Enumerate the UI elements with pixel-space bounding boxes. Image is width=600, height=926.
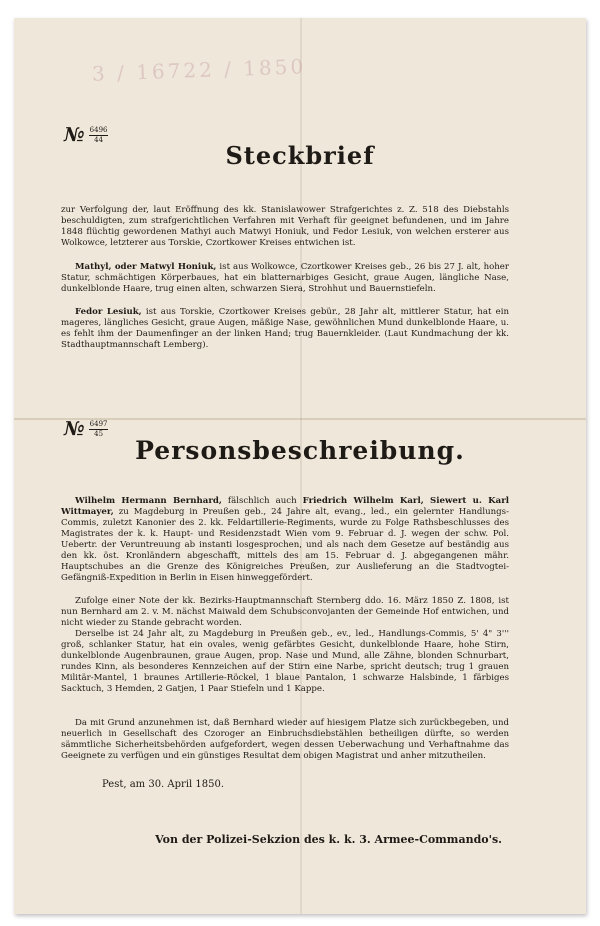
signature-line: Von der Polizei-Sekzion des k. k. 3. Armee-Commando's.: [155, 833, 502, 846]
wanted-history: zu Magdeburg in Preußen geb., 24 Jahre alt, evang., led., ein gelernter Handlungs-Commis, zuletzt Kanonier des 2. kk. Feldartillerie-Regiments, wurde zu Folge Rathsbeschlusses des Magistrates der k. k. Haupt- und Residenzstadt Wien vom 9. Februar d. J. wegen der schw. Pol. Uebertr. der Veruntreuung ab instanti losgesprochen, und als nach dem Gesetze auf beständig aus den kk. öst. Kronländern abgeschafft, mittels des am 15. Februar d. J. abgegangenen mähr. Hauptschubes an die Grenze des Königreiches Preußen, zur Auslieferung an die Stadtvogtei-Gefängniß-Expedition in Berlin in Eisen hinweggefördert.: [61, 507, 509, 583]
notice1-paragraph-1: zur Verfolgung der, laut Eröffnung des kk. Stanislawower Strafgerichtes z. Z. 518 des Diebstahls beschuldigten, zum strafgerichtlichen Verfahren mit Verhaft für geeignet befundenen, und im Jahre 1848 flüchtig gewordenen Mathyi auch Matwyi Honiuk, und Fedor Lesiuk, von welchen ersterer aus Wolkowce, letzterer aus Torskie, Czortkower Kreises entwichen ist.: [61, 205, 509, 248]
number-symbol: №: [64, 418, 85, 440]
wanted-aliases: Friedrich Wilhelm Karl, Siewert u. Karl Wittmayer,: [61, 496, 510, 517]
number-bottom: 45: [94, 429, 104, 438]
suspect-description-1: ist aus Wolkowce, Czortkower Kreises geb., 26 bis 27 J. alt, hoher Statur, schmächtigen Körperbaues, hat ein blatternarbiges Gesicht, graue Augen, längliche Nase, dunkelblonde Haare, trug einen alten, schwarzen Siera, Strohhut und Bauernstiefeln.: [61, 262, 510, 294]
alias-connector: fälschlich auch: [221, 496, 303, 506]
notice2-paragraph-3: [61, 629, 509, 695]
number-top: 6497: [89, 419, 108, 428]
notice2-paragraph-4: [61, 718, 509, 762]
suspect-name-2: Fedor Lesiuk,: [75, 307, 142, 317]
place-date: Pest, am 30. April 1850.: [102, 779, 225, 790]
notice2-paragraph-2: [61, 596, 509, 629]
notice1-paragraph-2: [61, 262, 509, 295]
number-bottom: 44: [94, 135, 104, 144]
title-steckbrief: Steckbrief: [225, 141, 375, 170]
faded-stamp: 3 / 16722 / 1850: [91, 54, 307, 86]
wanted-name: Wilhelm Hermann Bernhard,: [75, 496, 222, 506]
title-personsbeschreibung: Personsbeschreibung.: [135, 436, 465, 465]
request-to-authorities: Da mit Grund anzunehmen ist, daß Bernhard wieder auf hiesigem Platze sich zurückbegeben, und neuerlich in Gesellschaft des Czoroger an Einbruchsdiebstählen betheiligen dürfte, so werden sämmtliche Sicherheitsbehörden aufgefordert, wegen dessen Ueberwachung und Verhaftnahme das Geeignete zu verfügen und ein günstiges Resultat dem obigen Magistrat und anher mitzutheilen.: [61, 718, 509, 761]
escape-note: Zufolge einer Note der kk. Bezirks-Hauptmannschaft Sternberg ddo. 16. März 1850 Z. 1808, ist nun Bernhard am 2. v. M. nächst Maiwald dem Schubsconvojanten der Gemeinde Hof entwichen, und nicht wieder zu Stande gebracht worden.: [61, 596, 509, 628]
physical-description: Derselbe ist 24 Jahr alt, zu Magdeburg in Preußen geb., ev., led., Handlungs-Commis, 5' 4" 3''' groß, schlanker Statur, hat ein ovales, wenig gefärbtes Gesicht, dunkelblonde Haare, hohe Stirn, dunkelblonde Augenbraunen, graue Augen, prop. Nase und Mund, alle Zähne, blonden Schnurbart, rundes Kinn, als besonderes Kennzeichen auf der Stirn eine Narbe, spricht deutsch; trug 1 grauen Militär-Mantel, 1 braunes Artillerie-Röckel, 1 blaue Pantalon, 1 schwarze Halsbinde, 1 färbiges Sacktuch, 3 Hemden, 2 Gatjen, 1 Paar Stiefeln und 1 Kappe.: [61, 629, 509, 694]
notice2-paragraph-1: [61, 496, 509, 584]
number-top: 6496: [89, 125, 108, 134]
suspect-description-2: ist aus Torskie, Czortkower Kreises gebür., 28 Jahr alt, mittlerer Statur, hat ein mageres, längliches Gesicht, graue Augen, mäßige Nase, gewöhnlichen Mund dunkelblonde Haare, u. es fehlt ihm der Daumenfinger an der linken Hand; trug Bauernkleider. (Laut Kundmachung der kk. Stadthauptmannschaft Lemberg).: [61, 307, 509, 350]
suspect-name-1: Mathyl, oder Matwyl Honiuk,: [75, 262, 217, 272]
notice1-paragraph-3: [61, 307, 509, 351]
number-symbol: №: [64, 124, 85, 146]
